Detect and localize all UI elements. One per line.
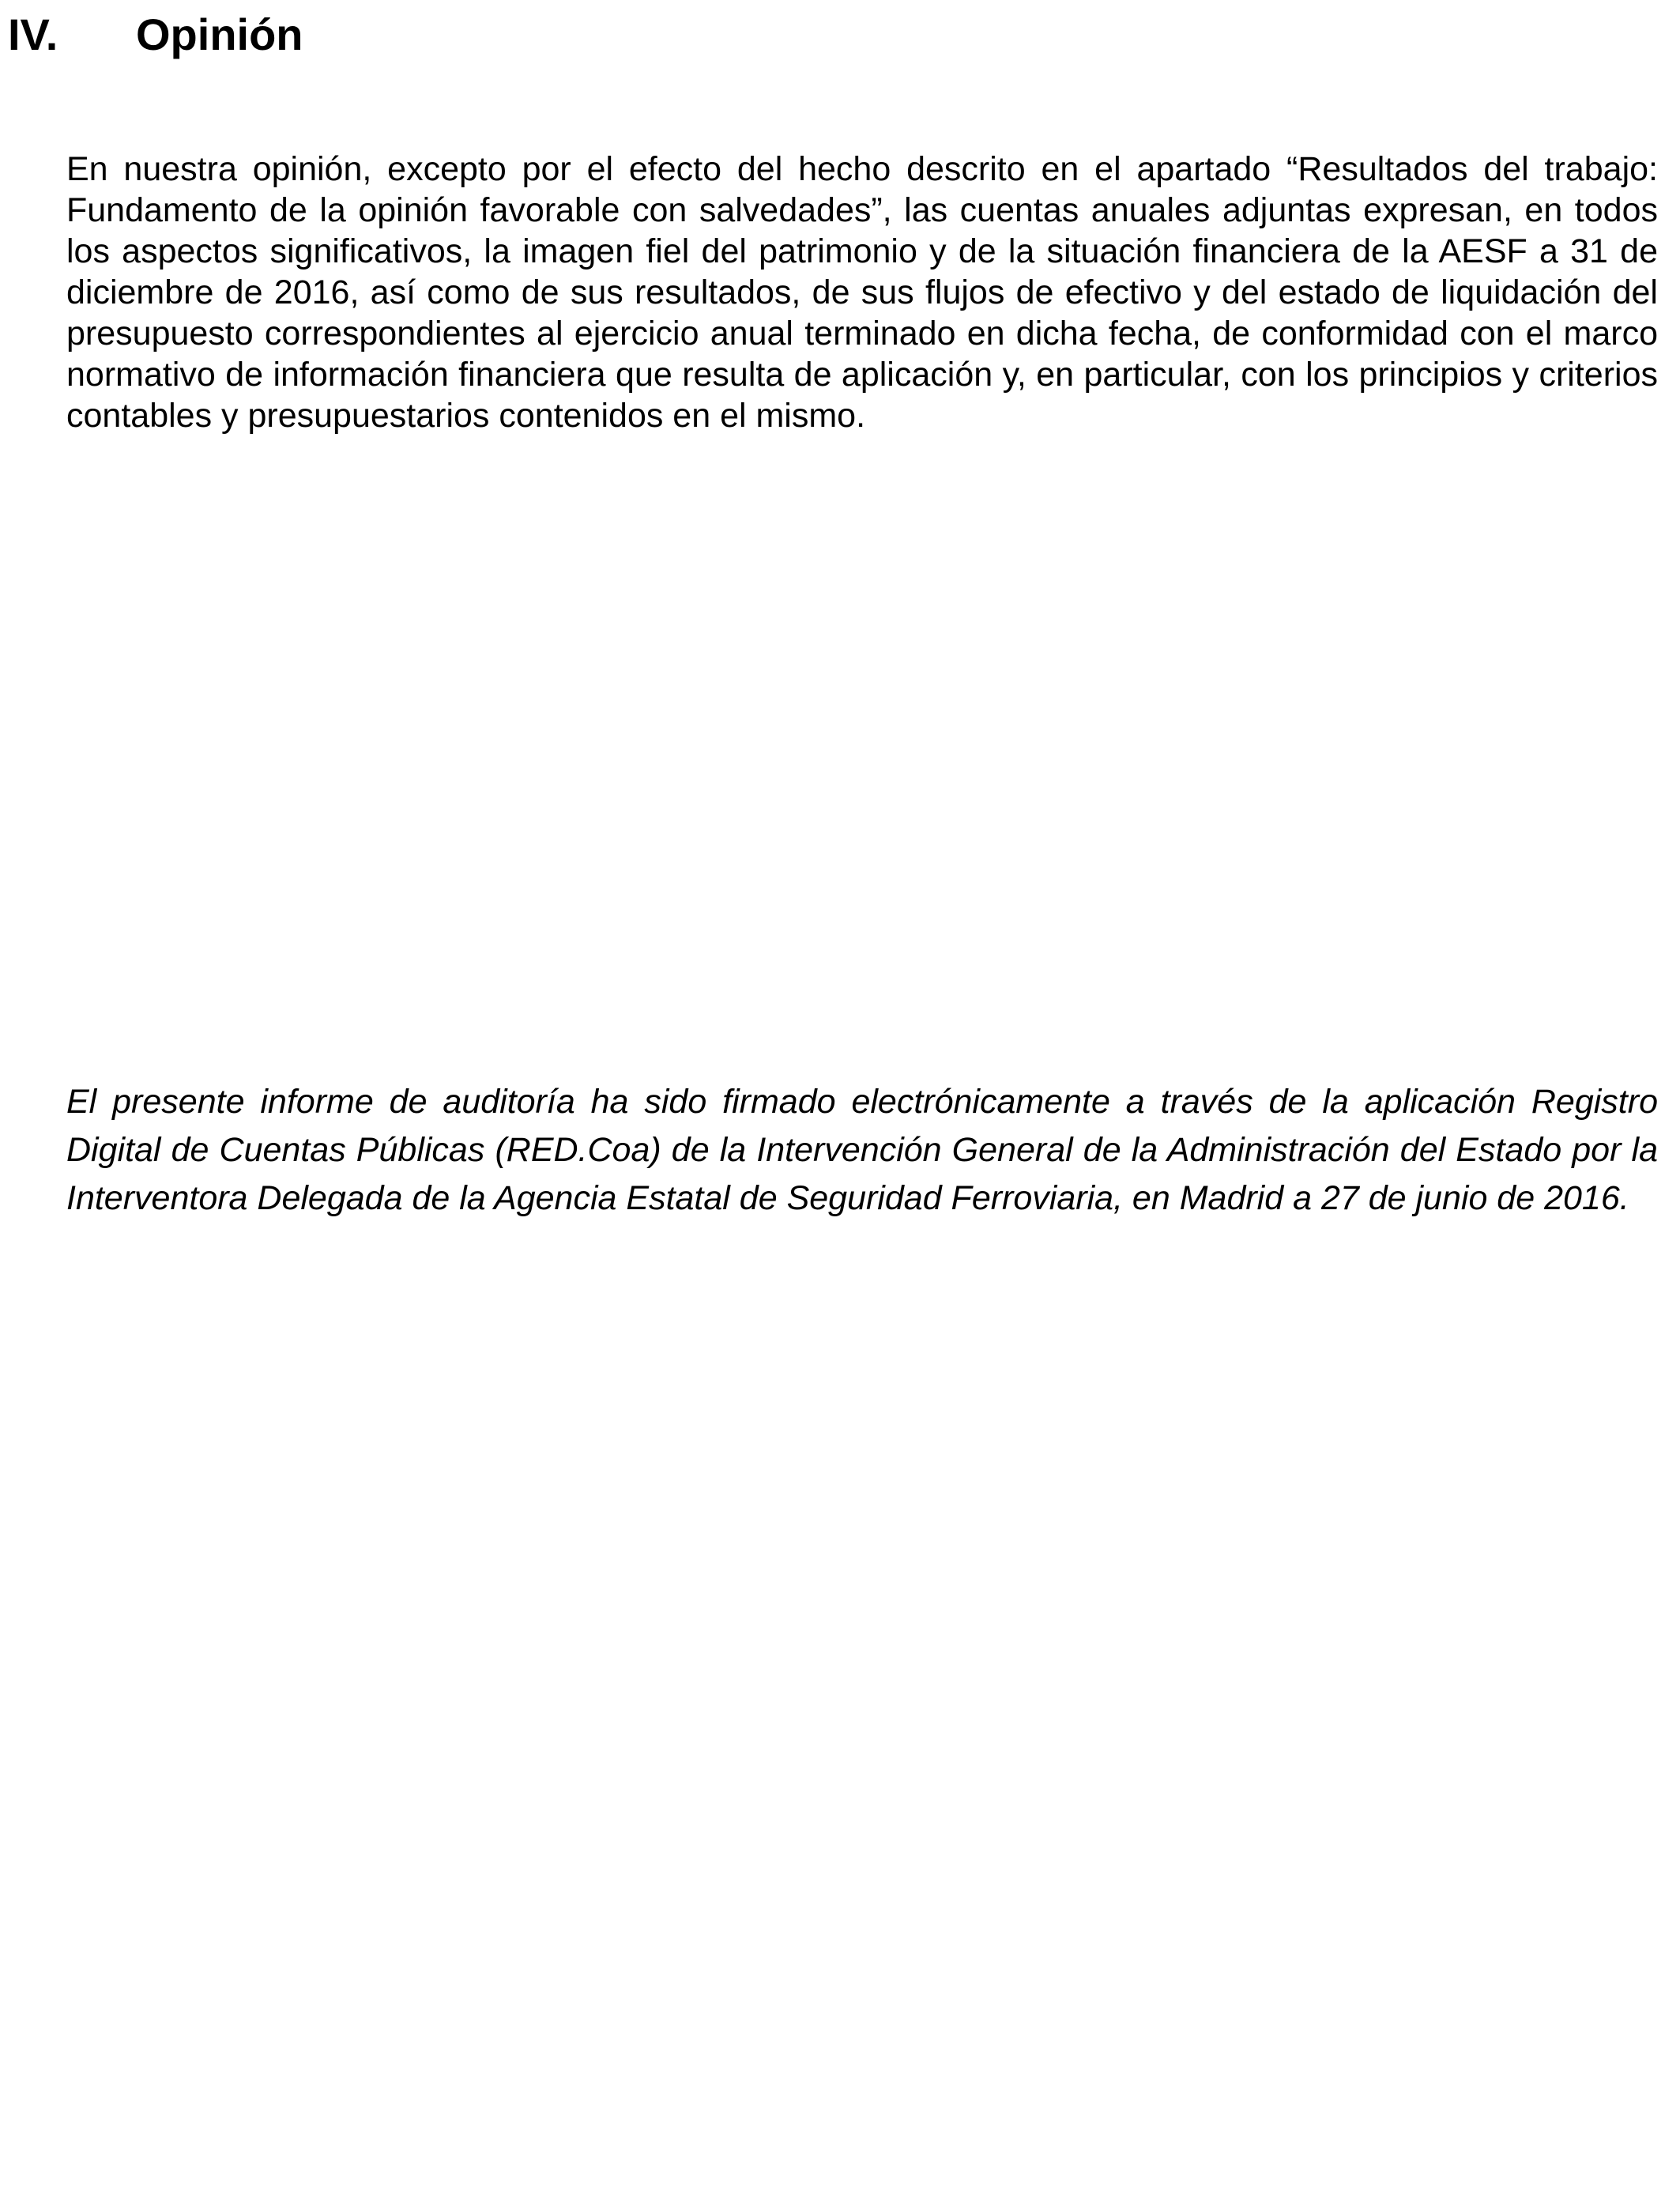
section-number: IV.	[8, 9, 58, 59]
opinion-paragraph: En nuestra opinión, excepto por el efecto del hecho descrito en el apartado “Resultados del trabajo: Fundamento de la opinión favorable con salvedades”, las cuentas anuales adjuntas expresan, en todos los aspectos significativos, la imagen fiel del patrimonio y de la situación financiera de la AESF a 31 de diciembre de 2016, así como de sus resultados, de sus flujos de efectivo y del estado de liquidación del presupuesto correspondientes al ejercicio anual terminado en dicha fecha, de conformidad con el marco normativo de información financiera que resulta de aplicación y, en particular, con los principios y criterios contables y presupuestarios contenidos en el mismo.	[66, 150, 1658, 435]
section-heading	[8, 3, 303, 66]
electronic-signature-note: El presente informe de auditoría ha sido firmado electrónicamente a través de la aplicación Registro Digital de Cuentas Públicas (RED.Coa) de la Intervención General de la Administración del Estado por la Interventora Delegada de la Agencia Estatal de Seguridad Ferroviaria, en Madrid a 27 de junio de 2016.	[66, 1083, 1658, 1217]
section-title: Opinión	[136, 9, 303, 59]
